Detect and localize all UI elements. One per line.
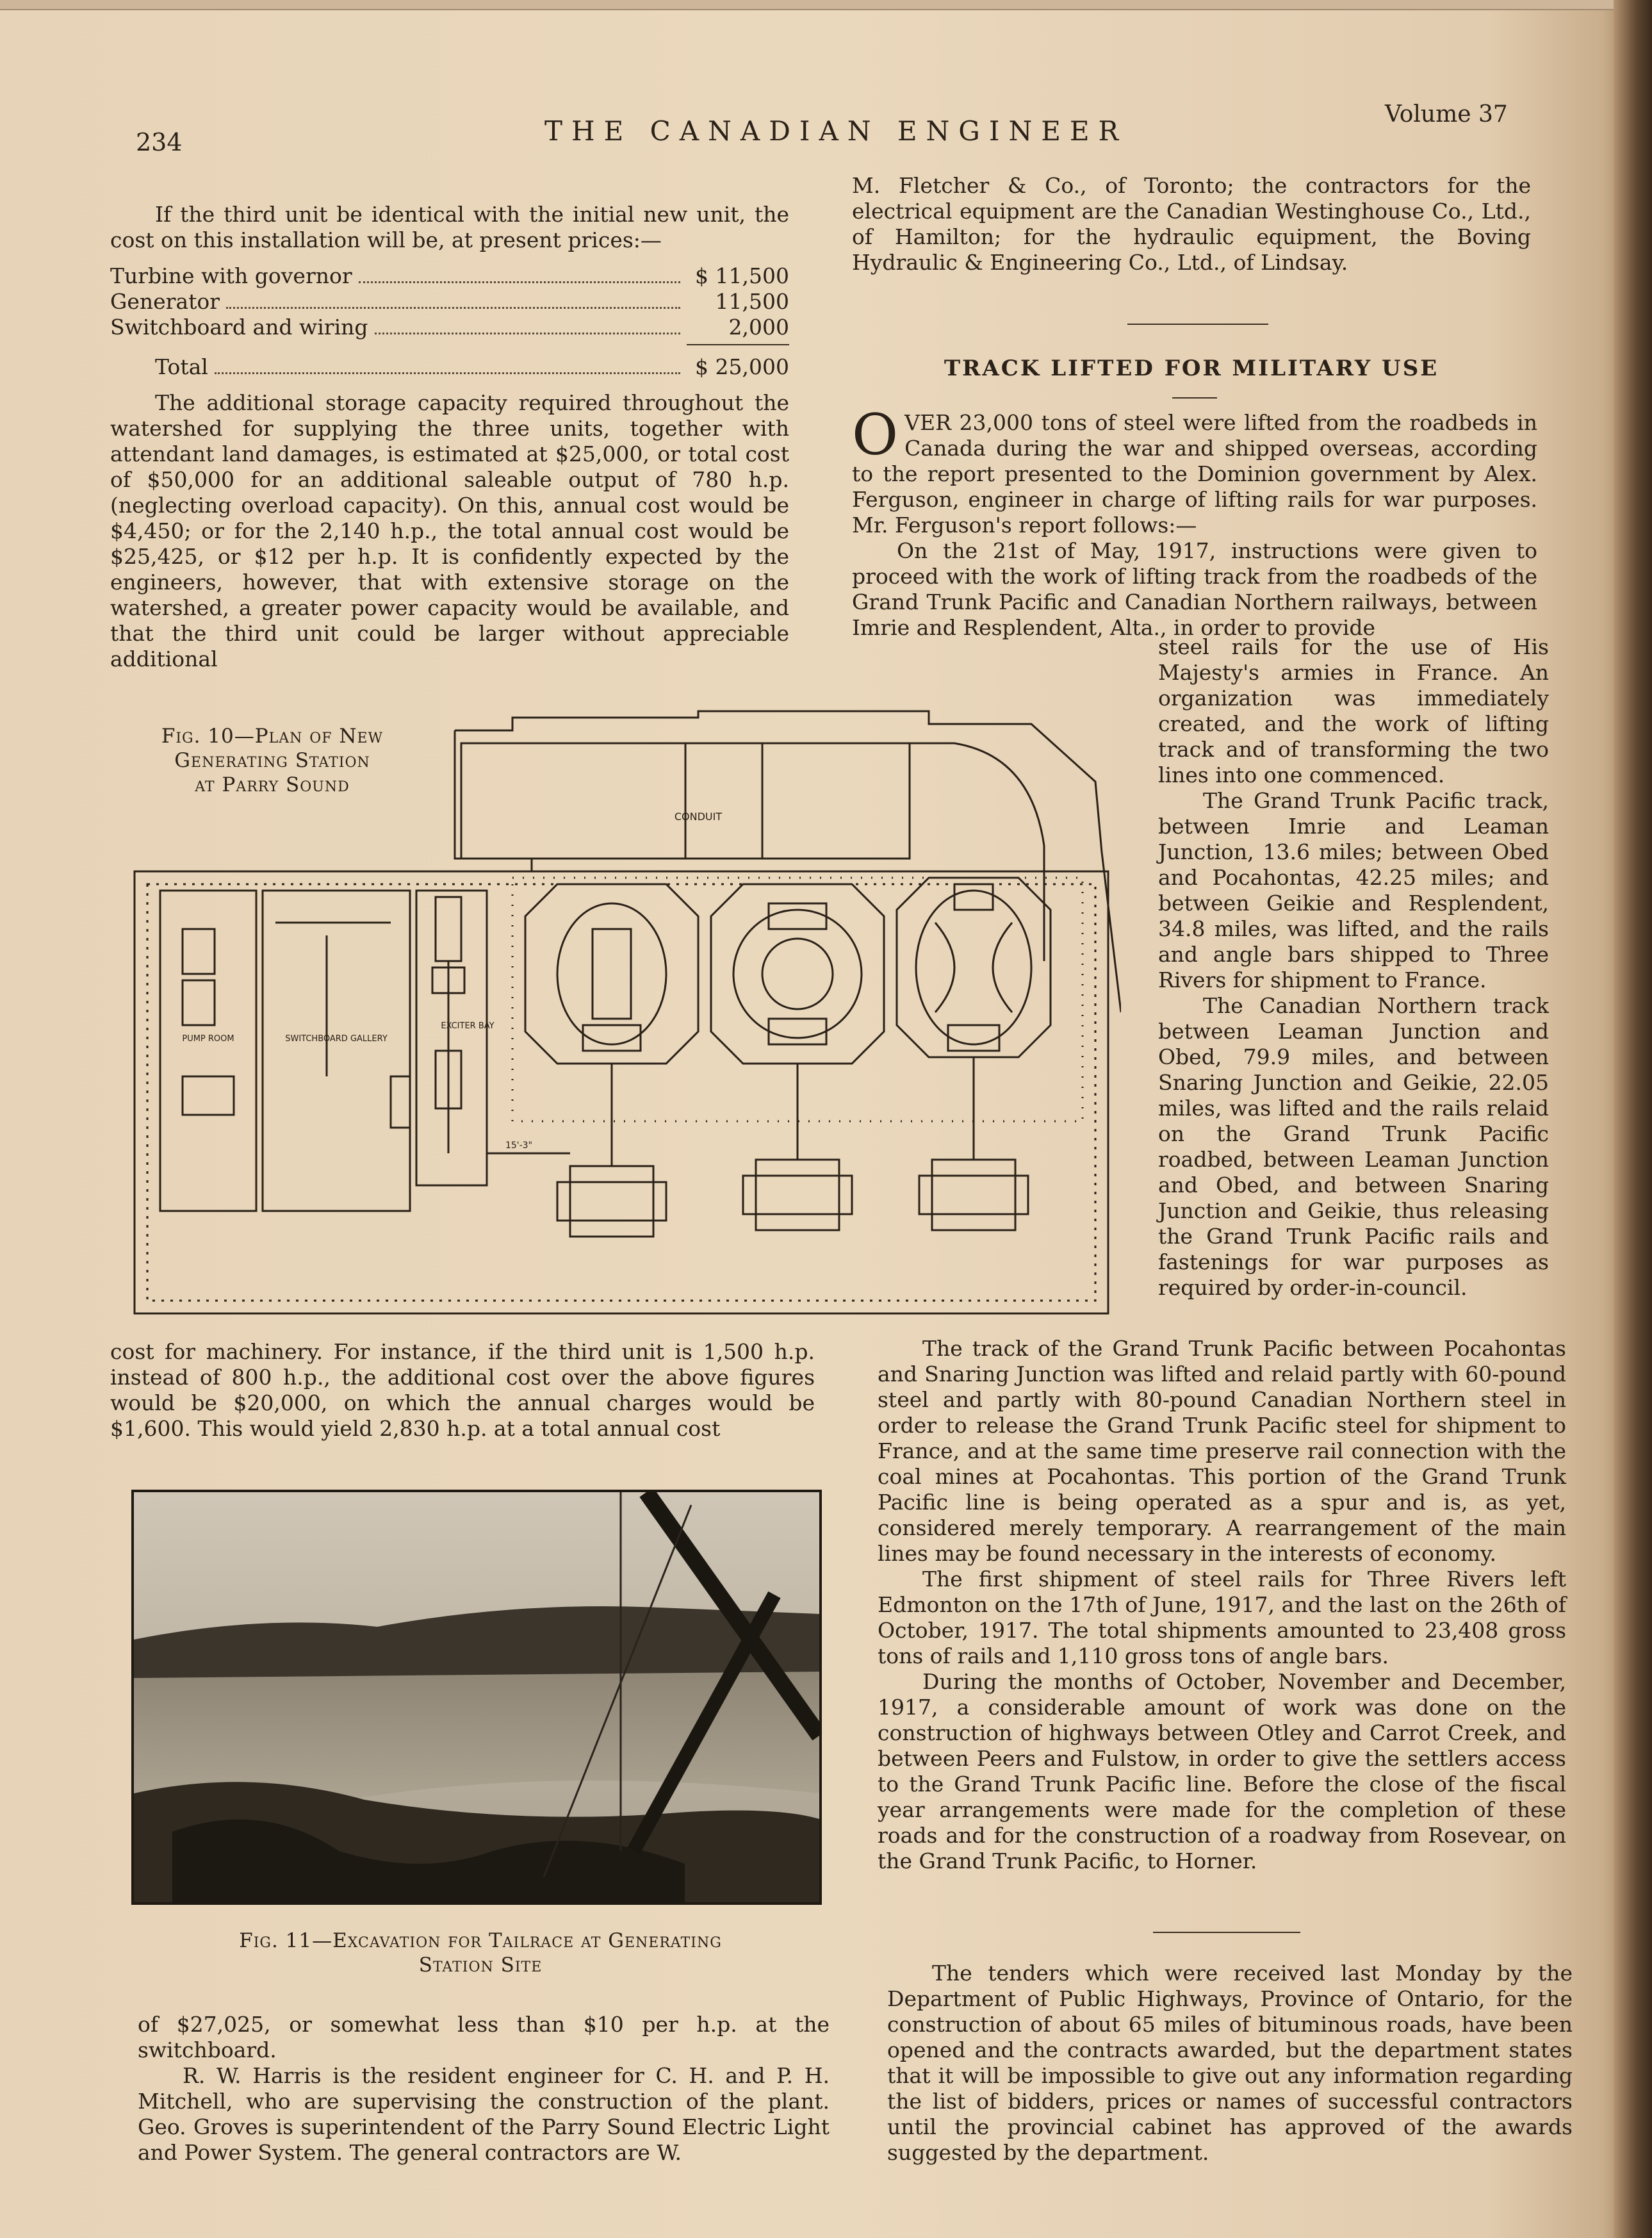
excavation-photo-image	[134, 1492, 819, 1902]
figure-10-plan-drawing	[122, 692, 1121, 1320]
main-building-outline	[135, 871, 1108, 1313]
conduit-label: CONDUIT	[674, 810, 723, 823]
article-paragraph-4: The Canadian Northern track between Leaman Junction and Obed, 79.9 miles, and between Snaring Junction and Geikie, 22.05 miles, was lifted and the rails relaid on the Grand Trunk Pacific roadbed, between Leaman Junction and Obed, and between Snaring Junction and Geikie, thus releasing the Grand Trunk Pacific rails and fastenings for war purposes as required by order-in-council.	[1158, 993, 1549, 1300]
intro-paragraph: If the third unit be identical with the initial new unit, the cost on this installation will be, at present prices:—	[110, 202, 789, 252]
switchboard-gallery-label: SWITCHBOARD GALLERY	[285, 1034, 388, 1044]
cost-row-generator: Generator 11,500	[110, 289, 789, 314]
pump-room-label: PUMP ROOM	[182, 1034, 234, 1044]
top-edge-binding	[0, 0, 1614, 10]
cost-row-switchboard: Switchboard and wiring 2,000	[110, 315, 789, 340]
article-paragraph-2-narrow: steel rails for the use of His Majesty's armies in France. An organization was immediately created, and the work of lifting track and of transforming the two lines into one commenced.	[1158, 634, 1549, 787]
switchboard-cost-paragraph: of $27,025, or somewhat less than $10 per h.p. at the switchboard.	[138, 2012, 830, 2062]
figure-11-caption: Fig. 11—Excavation for Tailrace at Generating Station Site	[239, 1929, 722, 1977]
contractors-block	[852, 173, 1531, 276]
article-paragraph-2-wide: On the 21st of May, 1917, instructions were given to proceed with the work of lifting track from the roadbeds of the Grand Trunk Pacific and Canadian Northern railways, between Imrie and Resplendent, Alta., in order to provide	[852, 538, 1537, 640]
article-paragraph-7: During the months of October, November and December, 1917, a considerable amount of work was done on the construction of highways between Otley and Carrot Creek, and between Peers and Fulstow, in order to give the settlers access to the Grand Trunk Pacific line. Before the close of the fiscal year arrangements were made for the completion of these roads and for the construction of a roadway from Rosevear, on the Grand Trunk Pacific, to Horner.	[878, 1669, 1566, 1873]
dimension-label: 15'-3"	[505, 1140, 533, 1151]
unit-3-casing	[897, 878, 1051, 1057]
switchboard-gallery-outline	[263, 891, 410, 1211]
total-rule	[687, 344, 789, 345]
cost-machinery-block	[110, 1339, 815, 1442]
left-column-top	[110, 202, 789, 672]
book-spine-edge	[1614, 0, 1652, 2238]
article-paragraph-3: The Grand Trunk Pacific track, between Imrie and Leaman Junction, 13.6 miles; between Obed and Pocahontas, 42.25 miles; and between Geikie and Resplendent, 34.8 miles, was lifted, and the rails and angle bars shipped to Three Rivers for shipment to France.	[1158, 788, 1549, 992]
article-paragraph-5: The track of the Grand Trunk Pacific between Pocahontas and Snaring Junction was lifted and relaid partly with 60-pound steel and partly with 80-pound Canadian Northern steel in order to release the Grand Trunk Pacific steel for shipment to France, and at the same time preserve rail connection with the coal mines at Pocahontas. This portion of the Grand Trunk Pacific line is being operated as a spur and is, as yet, considered merely temporary. A rearrangement of the main lines may be found necessary in the interests of economy.	[878, 1336, 1566, 1566]
cost-machinery-paragraph: cost for machinery. For instance, if the third unit is 1,500 h.p. instead of 800 h.p., the additional cost over the above figures would be $20,000, on which the annual charges would be $1,600. This would yield 2,830 h.p. at a total annual cost	[110, 1339, 815, 1441]
article-narrow-block	[1158, 634, 1549, 1301]
resident-engineer-paragraph: R. W. Harris is the resident engineer for C. H. and P. H. Mitchell, who are supervising the construction of the plant. Geo. Groves is superintendent of the Parry Sound Electric Light and Power System. The general contractors are W.	[138, 2063, 830, 2165]
article-heading: TRACK LIFTED FOR MILITARY USE	[944, 356, 1439, 381]
tenders-block	[887, 1961, 1573, 2166]
exciter-bay-label: EXCITER BAY	[441, 1021, 495, 1031]
section-divider-1	[1127, 324, 1268, 325]
figure-10-caption: Fig. 10—Plan of New Generating Station at Parry Sound	[161, 725, 384, 796]
figure-11-photo	[131, 1490, 822, 1905]
generator-1	[570, 1166, 653, 1237]
journal-title: THE CANADIAN ENGINEER	[544, 115, 1128, 147]
heading-underline	[1172, 397, 1217, 399]
pump-room-outline	[160, 891, 256, 1211]
exciter-bay-outline	[416, 891, 487, 1185]
cost-row-total: Total $ 25,000	[155, 354, 789, 379]
storage-paragraph: The additional storage capacity required throughout the watershed for supplying the three units, together with attendant land damages, is estimated at $25,000, or total cost of $50,000 for an additional saleable output of 780 h.p. (neglecting overload capacity). On this, annual cost would be $4,450; or for the 2,140 h.p., the total annual cost would be $25,425, or $12 per h.p. It is confidently expected by the engineers, however, that with extensive storage on the watershed, a greater power capacity would be available, and that the third unit could be larger without appreciable additional	[110, 390, 789, 671]
article-paragraph-1: OVER 23,000 tons of steel were lifted from the roadbeds in Canada during the war and shipped overseas, according to the report presented to the Dominion government by Alex. Ferguson, engineer in charge of lifting rails for war purposes. Mr. Ferguson's report follows:—	[852, 402, 1537, 538]
tenders-paragraph: The tenders which were received last Monday by the Department of Public Highways, Province of Ontario, for the construction of about 65 miles of bituminous roads, have been opened and the contracts awarded, but the department states that it will be impossible to give out any information regarding the list of bidders, prices or names of successful contractors until the provincial cabinet has approved of the awards suggested by the department.	[887, 1961, 1573, 2165]
drop-cap: O	[852, 402, 899, 468]
page-number: 234	[136, 128, 183, 156]
unit-1-casing	[525, 884, 698, 1064]
volume-label: Volume 37	[1385, 101, 1508, 128]
section-divider-2	[1153, 1932, 1300, 1933]
article-paragraph-6: The first shipment of steel rails for Three Rivers left Edmonton on the 17th of June, 1917, and the last on the 26th of October, 1917. The total shipments amounted to 23,408 gross tons of rails and 1,110 gross tons of angle bars.	[878, 1567, 1566, 1668]
cost-row-turbine: Turbine with governor $ 11,500	[110, 263, 789, 288]
unit-2-casing	[711, 884, 884, 1064]
upper-outline	[455, 711, 1121, 1012]
contractors-paragraph: M. Fletcher & Co., of Toronto; the contractors for the electrical equipment are the Canadian Westinghouse Co., Ltd., of Hamilton; for the hydraulic equipment, the Boving Hydraulic & Engineering Co., Ltd., of Lindsay.	[852, 173, 1531, 275]
generator-3	[932, 1160, 1015, 1230]
article-lower-block	[878, 1336, 1566, 1874]
generator-2	[756, 1160, 839, 1230]
cost-table	[110, 263, 789, 380]
article-intro-block	[852, 402, 1537, 641]
left-column-bottom	[138, 2012, 830, 2166]
